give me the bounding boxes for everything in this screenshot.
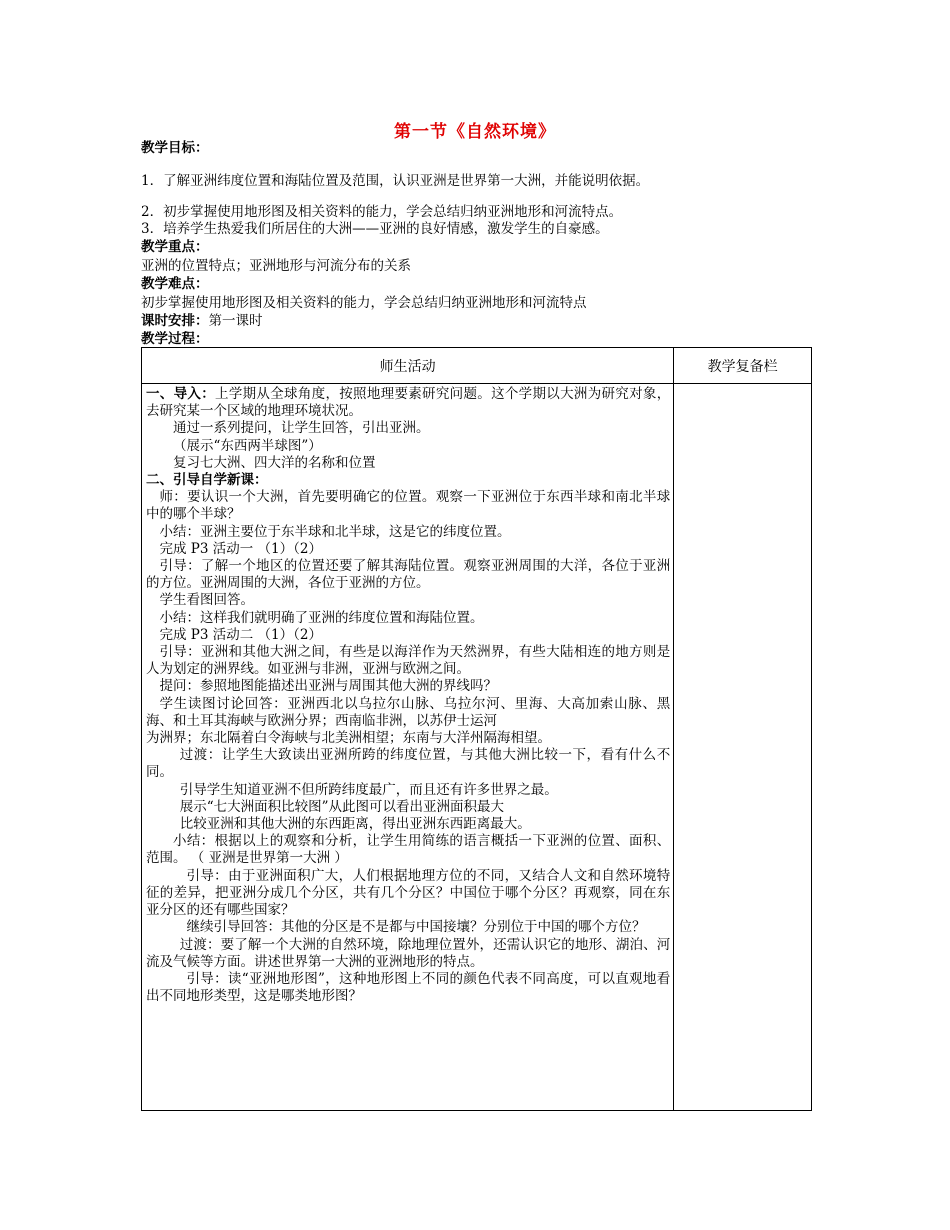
notes-cell <box>674 384 812 1111</box>
paragraph-19: 小结：根据以上的观察和分析，让学生用简练的语言概括一下亚洲的位置、面积、范围。 （ 亚洲是世界第一大洲 ） <box>146 833 671 867</box>
key-points-heading: 教学重点： <box>141 239 209 255</box>
paragraph-8: 学生看图回答。 <box>159 592 254 609</box>
difficulties-text: 初步掌握使用地形图及相关资料的能力，学会总结归纳亚洲地形和河流特点 <box>141 295 587 311</box>
paragraph-17: 展示“七大洲面积比较图”从此图可以看出亚洲面积最大 <box>179 798 505 815</box>
paragraph-2: （展示“东西两半球图”） <box>173 437 322 454</box>
paragraph-15: 过渡：让学生大致读出亚洲所跨的纬度位置，与其他大洲比较一下，看有什么不同。 <box>146 747 671 781</box>
paragraph-18: 比较亚洲和其他大洲的东西距离，得出亚洲东西距离最大。 <box>179 816 531 833</box>
key-points-text: 亚洲的位置特点；亚洲地形与河流分布的关系 <box>141 258 411 274</box>
table-header-row <box>142 348 812 384</box>
paragraph-5: 小结：亚洲主要位于东半球和北半球，这是它的纬度位置。 <box>159 523 511 540</box>
schedule-line <box>141 313 263 330</box>
paragraph-1: 通过一系列提问，让学生回答，引出亚洲。 <box>173 420 430 437</box>
objective-item-1: 1．了解亚洲纬度位置和海陆位置及范围，认识亚洲是世界第一大洲，并能说明依据。 <box>141 173 650 189</box>
objectives-heading: 教学目标： <box>141 140 209 156</box>
process-table <box>141 347 812 1111</box>
schedule-text: 第一课时 <box>208 313 263 329</box>
paragraph-22: 过渡：要了解一个大洲的自然环境，除地理位置外，还需认识它的地形、湖泊、河流及气候等方面。讲述世界第一大洲的亚洲地形的特点。 <box>146 936 671 970</box>
paragraph-16: 引导学生知道亚洲不但所跨纬度最广，而且还有许多世界之最。 <box>179 781 558 798</box>
paragraph-6: 完成 P3 活动一 （1）（2） <box>159 540 322 557</box>
paragraph-20: 引导：由于亚洲面积广大，人们根据地理方位的不同，又结合人文和自然环境特征的差异，把亚洲分成几个分区，共有几个分区？中国位于哪个分区？再观察，同在东亚分区的还有哪些国家？ <box>146 867 671 919</box>
page-title: 第一节《自然环境》 <box>394 122 556 142</box>
table-body-row <box>142 384 812 1111</box>
process-heading: 教学过程： <box>141 331 209 347</box>
paragraph-7: 引导：了解一个地区的位置还要了解其海陆位置。观察亚洲周围的大洋，各位于亚洲的方位。亚洲周围的大洲，各位于亚洲的方位。 <box>146 558 671 592</box>
paragraph-3: 复习七大洲、四大洋的名称和位置 <box>173 454 376 471</box>
difficulties-heading: 教学难点： <box>141 276 209 292</box>
section2-heading: 二、引导自学新课： <box>146 472 268 489</box>
paragraph-21: 继续引导回答：其他的分区是不是都与中国接壤？分别位于中国的哪个方位？ <box>186 919 646 936</box>
notes-column-header: 教学复备栏 <box>674 348 812 384</box>
paragraph-23: 引导：读“亚洲地形图”，这种地形图上不同的颜色代表不同高度，可以直观地看出不同地形类型，这是哪类地形图？ <box>146 970 671 1005</box>
paragraph-12: 提问：参照地图能描述出亚洲与周围其他大洲的界线吗？ <box>159 678 497 695</box>
activity-cell <box>142 384 674 1111</box>
paragraph-10: 完成 P3 活动二 （1）（2） <box>159 626 322 643</box>
section1-heading: 一、导入： <box>146 386 216 402</box>
activity-column-header: 师生活动 <box>142 348 674 384</box>
paragraph-9: 小结：这样我们就明确了亚洲的纬度位置和海陆位置。 <box>159 609 484 626</box>
paragraph-13: 学生读图讨论回答：亚洲西北以乌拉尔山脉、乌拉尔河、里海、大高加索山脉、黑海、和土耳其海峡与欧洲分界；西南临非洲，以苏伊士运河 <box>146 695 671 729</box>
section1-paragraph <box>146 386 670 420</box>
paragraph-11: 引导：亚洲和其他大洲之间，有些是以海洋作为天然洲界，有些大陆相连的地方则是人为划定的洲界线。如亚洲与非洲，亚洲与欧洲之间。 <box>146 644 671 678</box>
section1-intro: 上学期从全球角度，按照地理要素研究问题。这个学期以大洲为研究对象，去研究某一个区域的地理环境状况。 <box>146 386 671 420</box>
objective-item-2: 2．初步掌握使用地形图及相关资料的能力，学会总结归纳亚洲地形和河流特点。 <box>141 204 623 220</box>
schedule-heading: 课时安排： <box>141 313 209 329</box>
paragraph-4: 师：要认识一个大洲，首先要明确它的位置。观察一下亚洲位于东西半球和南北半球中的哪个半球？ <box>146 489 671 523</box>
objective-item-3: 3．培养学生热爱我们所居住的大洲——亚洲的良好情感，激发学生的自豪感。 <box>141 221 609 237</box>
paragraph-14: 为洲界；东北隔着白令海峡与北美洲相望；东南与大洋州隔海相望。 <box>146 730 551 747</box>
